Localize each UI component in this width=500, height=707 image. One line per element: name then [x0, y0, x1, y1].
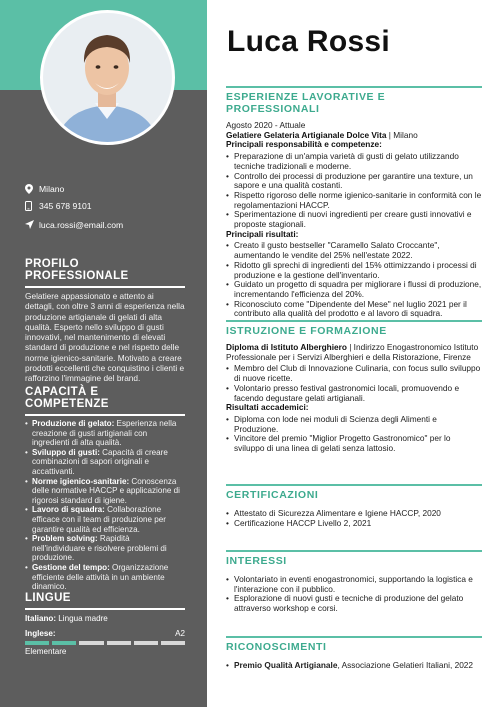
contact-phone: [25, 197, 195, 214]
paper-plane-icon: [25, 220, 39, 229]
education-degree: Diploma di Istituto Alberghiero | Indirizzo Enogastronomico Istituto Professionale per i Servizi Alberghieri e della Ristorazione, Firenze: [226, 342, 479, 362]
education-results-list: [226, 415, 482, 454]
list-item: • Rispetto rigoroso delle norme igienico-sanitarie in conformità con le regolamentazioni HACCP.: [226, 191, 482, 210]
experience-resp-list: [226, 152, 482, 230]
contact-location-text: Milano: [39, 183, 65, 194]
language-bar-segment: [79, 641, 103, 645]
language-english-desc: Elementare: [25, 647, 67, 656]
contact-location: [25, 180, 195, 197]
skill-item: • Sviluppo di gusti: Capacità di creare combinazioni di sapori originali e accattivanti.: [25, 448, 185, 477]
language-bar-segment: [25, 641, 49, 645]
interests-section: [226, 550, 482, 614]
experience-resp-title: Principali responsabilità e competenze:: [226, 139, 382, 150]
list-item: • Controllo dei processi di produzione per garantire una texture, un sapore e una qualità costanti.: [226, 172, 482, 191]
awards-title: RICONOSCIMENTI: [226, 636, 482, 653]
skill-item: • Produzione di gelato: Esperienza nella creazione di gusti artigianali con ingredienti di alta qualità.: [25, 419, 185, 448]
experience-period: Agosto 2020 - Attuale: [226, 120, 306, 130]
language-bar-segment: [161, 641, 185, 645]
language-bar-segment: [107, 641, 131, 645]
language-english-level: A2: [175, 629, 185, 638]
list-item: • Volontario presso festival gastronomici locali, promuovendo e facendo degustare gelati artigianali.: [226, 384, 482, 403]
experience-results-title: Principali risultati:: [226, 228, 299, 239]
location-pin-icon: [25, 184, 39, 194]
education-list: [226, 364, 482, 403]
list-item: • Esplorazione di nuovi gusti e tecniche di produzione del gelato attraverso workshop e corsi.: [226, 594, 482, 613]
awards-section: [226, 636, 482, 671]
experience-title: ESPERIENZE LAVORATIVE E PROFESSIONALI: [226, 86, 482, 115]
list-item: • Creato il gusto bestseller "Caramello Salato Croccante", aumentando le vendite del 25% nell'estate 2022.: [226, 241, 482, 260]
awards-list: [226, 661, 482, 671]
language-italian: Italiano: Lingua madre: [25, 614, 108, 623]
list-item: • Attestato di Sicurezza Alimentare e Igiene HACCP, 2020: [226, 509, 482, 519]
list-item: • Premio Qualità Artigianale, Associazione Gelatieri Italiani, 2022: [226, 661, 482, 671]
list-item: • Volontariato in eventi enogastronomici, supportando la logistica e l'interazione con il pubblico.: [226, 575, 482, 594]
experience-section: [226, 86, 482, 319]
skills-title: CAPACITÀ E COMPETENZE: [25, 386, 185, 416]
contact-email-text[interactable]: luca.rossi@email.com: [39, 219, 124, 230]
list-item: • Guidato un progetto di squadra per migliorare i flussi di produzione, incrementando l'efficienza del 20%.: [226, 280, 482, 299]
interests-title: INTERESSI: [226, 550, 482, 567]
list-item: • Diploma con lode nei moduli di Scienza degli Alimenti e Produzione.: [226, 415, 482, 434]
contact-email: [25, 216, 195, 233]
education-section: [226, 320, 482, 454]
language-bar-segment: [134, 641, 158, 645]
skill-item: • Lavoro di squadra: Collaborazione efficace con il team di produzione per garantire qualità ed efficienza.: [25, 505, 185, 534]
profile-section: [25, 258, 185, 384]
list-item: • Sperimentazione di nuovi ingredienti per creare gusti innovativi e proposte stagionali.: [226, 210, 482, 229]
profile-photo: [40, 10, 175, 145]
education-title: ISTRUZIONE E FORMAZIONE: [226, 320, 482, 337]
language-english-bar: [25, 641, 185, 645]
list-item: • Preparazione di un'ampia varietà di gusti di gelato utilizzando tecniche tradizionali e moderne.: [226, 152, 482, 171]
languages-title: LINGUE: [25, 592, 185, 610]
contact-info: [25, 180, 195, 233]
list-item: • Vincitore del premio "Miglior Progetto Gastronomico" per lo sviluppo di una linea di gelati senza lattosio.: [226, 434, 482, 453]
skill-item: • Problem solving: Rapidità nell'individuare e risolvere problemi di produzione.: [25, 534, 185, 563]
main-content: [207, 0, 500, 707]
profile-title: PROFILO PROFESSIONALE: [25, 258, 185, 288]
languages-section: [25, 592, 185, 656]
list-item: • Riconosciuto come "Dipendente del Mese" nel luglio 2021 per il contributo alla qualità del prodotto e al lavoro di squadra.: [226, 300, 482, 319]
interests-list: [226, 575, 482, 614]
certifications-section: [226, 484, 482, 528]
list-item: • Ridotto gli sprechi di ingredienti del 15% ottimizzando i processi di produzione e la gestione dell'inventario.: [226, 261, 482, 280]
sidebar: [0, 0, 207, 707]
skills-section: [25, 386, 185, 592]
list-item: • Certificazione HACCP Livello 2, 2021: [226, 519, 482, 529]
certifications-title: CERTIFICAZIONI: [226, 484, 482, 501]
experience-results-list: [226, 241, 482, 319]
page-title: Luca Rossi: [227, 25, 391, 58]
phone-icon: [25, 201, 39, 211]
education-results-title: Risultati accademici:: [226, 402, 309, 413]
language-bar-segment: [52, 641, 76, 645]
skill-item: • Norme igienico-sanitarie: Conoscenza delle normative HACCP e applicazione di rigorosi standard di igiene.: [25, 477, 185, 506]
contact-phone-text: 345 678 9101: [39, 200, 92, 211]
experience-role: Gelatiere Gelateria Artigianale Dolce Vita | Milano: [226, 129, 418, 140]
skill-item: • Gestione del tempo: Organizzazione efficiente delle attività in un ambiente dinamico.: [25, 563, 185, 592]
profile-text: Gelatiere appassionato e attento ai dettagli, con oltre 3 anni di esperienza nella produzione artigianale di gelati di alta qualità. Esperto nello sviluppo di gusti innovativi, nel mantenimento di elevati standard di produzione e nel rispetto delle norme igienico-sanitarie. Motivato a creare prodotti eccellenti che conquistino i clienti e rafforzino l'immagine del brand.: [25, 291, 185, 384]
language-english: Inglese: A2: [25, 629, 185, 638]
skills-list: [25, 419, 185, 592]
certifications-list: [226, 509, 482, 528]
list-item: • Membro del Club di Innovazione Culinaria, con focus sullo sviluppo di nuove ricette.: [226, 364, 482, 383]
